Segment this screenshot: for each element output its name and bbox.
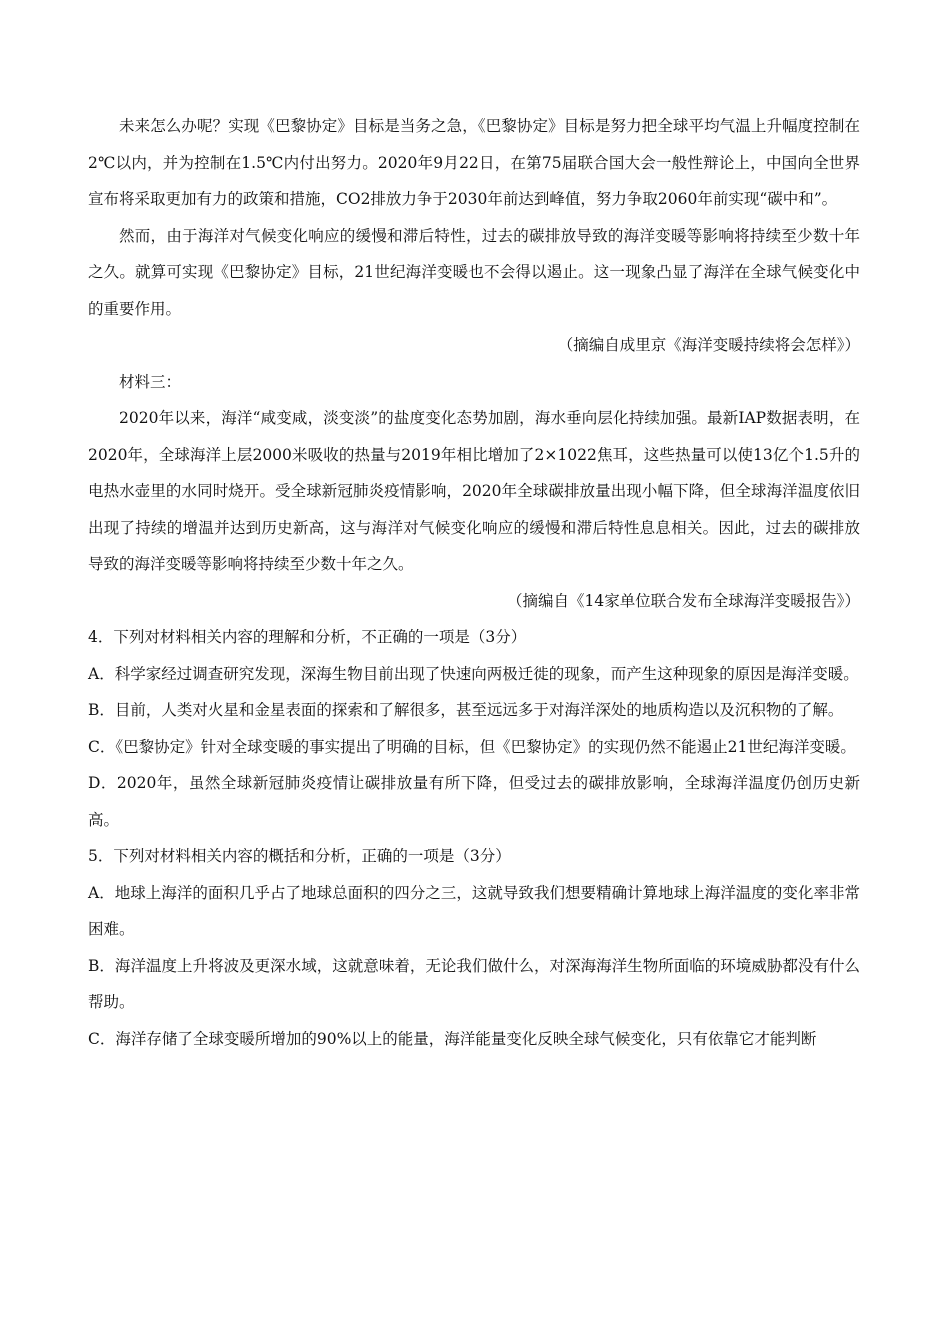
question-4-option-c: C．《巴黎协定》针对全球变暖的事实提出了明确的目标，但《巴黎协定》的实现仍然不能遏止21世纪海洋变暖。 (88, 737, 856, 756)
paragraph-however: 然而，由于海洋对气候变化响应的缓慢和滞后特性，过去的碳排放导致的海洋变暖等影响将持续至少数十年之久。就算可实现《巴黎协定》目标，21世纪海洋变暖也不会得以遏止。这一现象凸显了海洋在全球气候变化中的重要作用。 (88, 226, 860, 318)
question-5-option-a: A．地球上海洋的面积几乎占了地球总面积的四分之三，这就导致我们想要精确计算地球上海洋温度的变化率非常困难。 (88, 883, 860, 938)
question-5-option-b: B．海洋温度上升将波及更深水域，这就意味着，无论我们做什么，对深海海洋生物所面临的环境威胁都没有什么帮助。 (88, 956, 860, 1011)
material3-text: 2020年以来，海洋“咸变咸，淡变淡”的盐度变化态势加剧，海水垂向层化持续加强。最新IAP数据表明，在2020年，全球海洋上层2000米吸收的热量与2019年相比增加了2×1022焦耳，这些热量可以使13亿个1.5升的电热水壶里的水同时烧开。受全球新冠肺炎疫情影响，2020年全球碳排放量出现小幅下降，但全球海洋温度依旧出现了持续的增温并达到历史新高，这与海洋对气候变化响应的缓慢和滞后特性息息相关。因此，过去的碳排放导致的海洋变暖等影响将持续至少数十年之久。 (88, 409, 860, 573)
paragraph-future: 未来怎么办呢？实现《巴黎协定》目标是当务之急，《巴黎协定》目标是努力把全球平均气温上升幅度控制在2℃以内，并为控制在1.5℃内付出努力。2020年9月22日，在第75届联合国大会一般性辩论上，中国向全世界宣布将采取更加有力的政策和措施，CO2排放力争于2030年前达到峰值，努力争取2060年前实现“碳中和”。 (88, 117, 860, 208)
question-5-stem: 5．下列对材料相关内容的概括和分析，正确的一项是（3分） (88, 847, 511, 865)
question-4 (88, 619, 860, 838)
question-4-stem: 4．下列对材料相关内容的理解和分析，不正确的一项是（3分） (88, 628, 527, 646)
question-4-option-a: A．科学家经过调查研究发现，深海生物目前出现了快速向两极迁徙的现象，而产生这种现象的原因是海洋变暖。 (88, 664, 859, 683)
document-page (88, 108, 860, 1057)
source-citation-2: （摘编自《14家单位联合发布全球海洋变暖报告》） (507, 591, 860, 610)
question-4-option-d: D．2020年，虽然全球新冠肺炎疫情让碳排放量有所下降，但受过去的碳排放影响，全球海洋温度仍创历史新高。 (88, 774, 860, 829)
material3-label: 材料三： (119, 372, 182, 391)
question-5-option-c: C．海洋存储了全球变暖所增加的90%以上的能量，海洋能量变化反映全球气候变化，只有依靠它才能判断 (88, 1029, 817, 1048)
question-5 (88, 838, 860, 1057)
question-4-option-b: B．目前，人类对火星和金星表面的探索和了解很多，甚至远远多于对海洋深处的地质构造以及沉积物的了解。 (88, 701, 844, 719)
source-citation-1: （摘编自成里京《海洋变暖持续将会怎样》） (557, 336, 860, 354)
